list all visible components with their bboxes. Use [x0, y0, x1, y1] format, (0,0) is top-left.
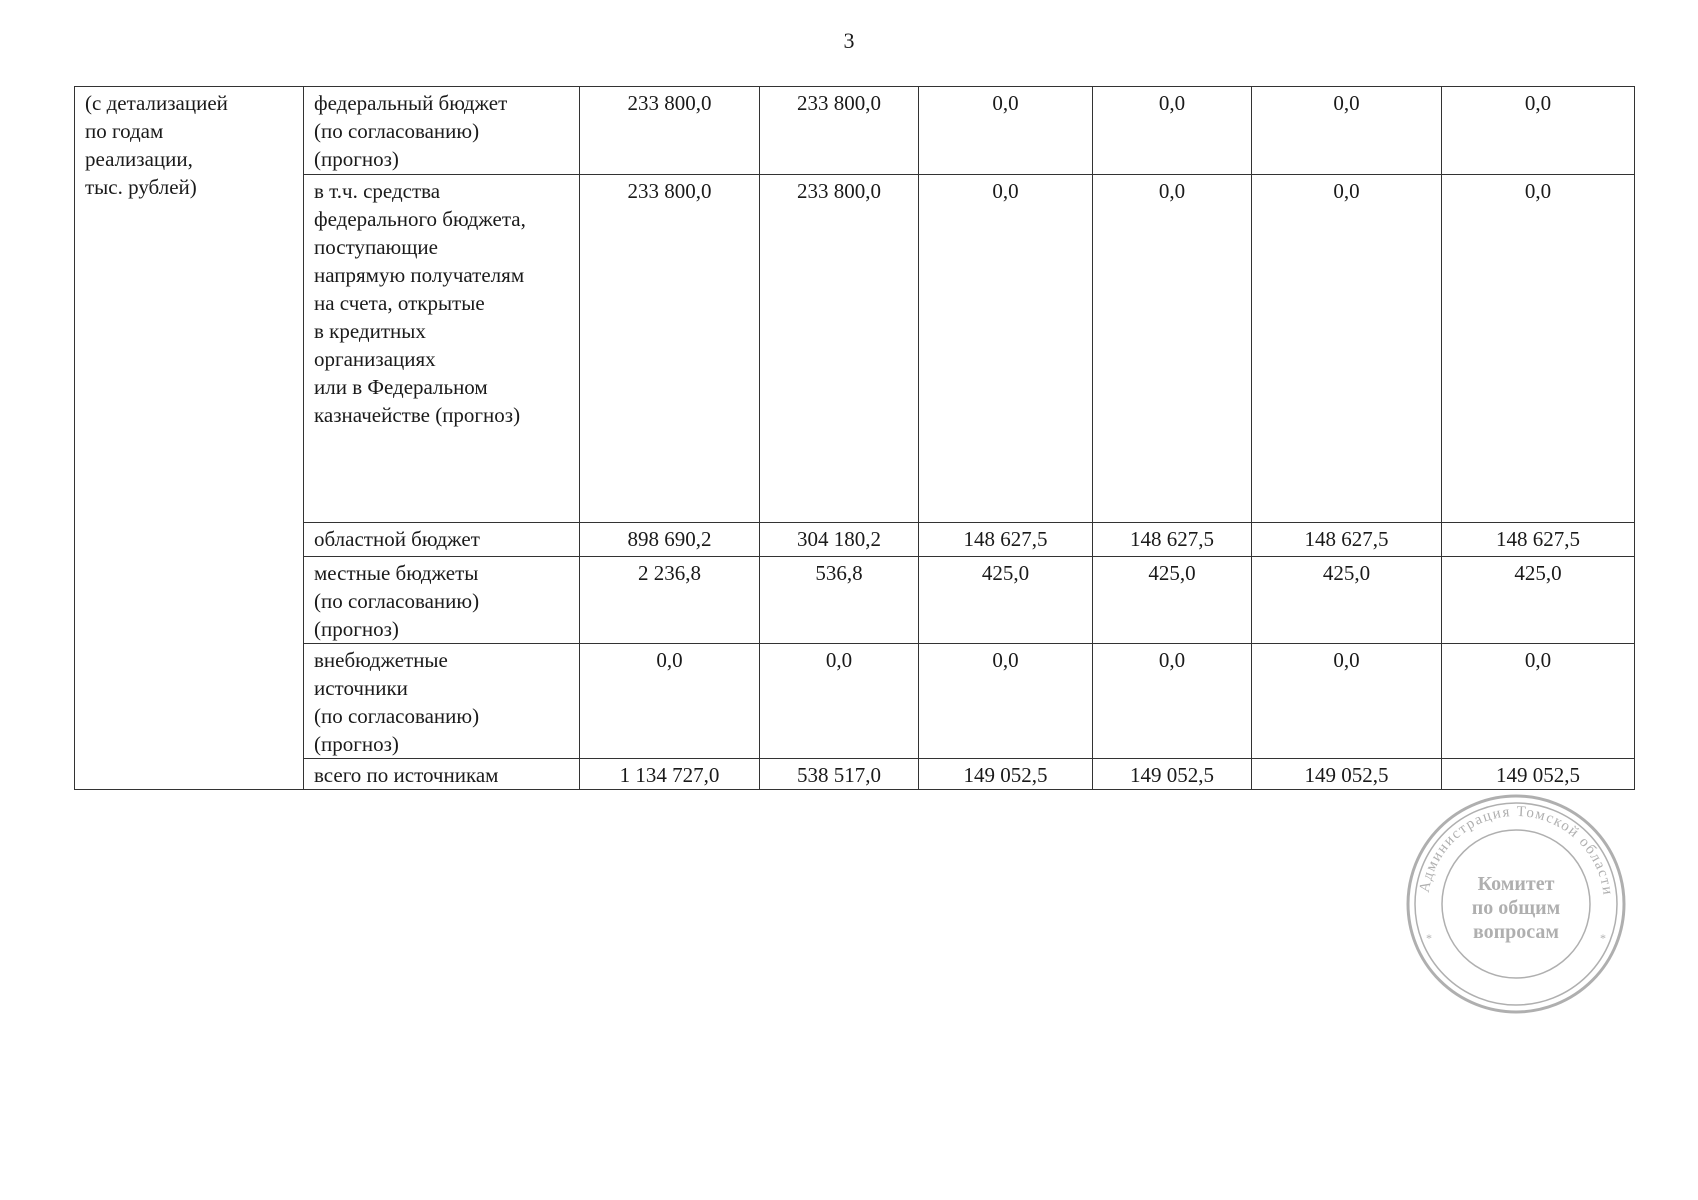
value-cell: 0,0 [919, 644, 1093, 759]
value-cell: 149 052,5 [1442, 759, 1635, 790]
stamp-center-line-1: Комитет [1477, 873, 1555, 895]
value-cell: 233 800,0 [760, 175, 919, 523]
stamp-star-right: * [1600, 931, 1606, 945]
value-cell: 149 052,5 [1252, 759, 1442, 790]
stamp-center-line-3: вопросам [1472, 921, 1560, 943]
row-label-regional: областной бюджет [304, 523, 580, 557]
row-label-federal: федеральный бюджет (по согласованию) (прогноз) [304, 87, 580, 175]
value-cell: 898 690,2 [580, 523, 760, 557]
value-cell: 425,0 [919, 557, 1093, 644]
value-cell: 233 800,0 [580, 175, 760, 523]
table-row [75, 759, 1635, 790]
official-stamp [1404, 792, 1628, 1016]
budget-table [74, 86, 1635, 790]
value-cell: 0,0 [1252, 175, 1442, 523]
row-label-federal-direct: в т.ч. средства федерального бюджета, поступающие напрямую получателям на счета, открытые в кредитных организациях или в Федеральном казначействе (прогноз) [304, 175, 580, 523]
value-cell: 0,0 [1252, 87, 1442, 175]
value-cell: 148 627,5 [919, 523, 1093, 557]
value-cell: 0,0 [580, 644, 760, 759]
value-cell: 0,0 [1252, 644, 1442, 759]
value-cell: 0,0 [1093, 644, 1252, 759]
value-cell: 148 627,5 [1442, 523, 1635, 557]
value-cell: 536,8 [760, 557, 919, 644]
stamp-ring-textpath: Администрация Томской области [1416, 803, 1616, 897]
value-cell: 2 236,8 [580, 557, 760, 644]
table-row [75, 644, 1635, 759]
table-row [75, 175, 1635, 523]
stamp-center-line-2: по общим [1471, 897, 1561, 919]
value-cell: 148 627,5 [1093, 523, 1252, 557]
table-row [75, 523, 1635, 557]
value-cell: 0,0 [1093, 175, 1252, 523]
value-cell: 304 180,2 [760, 523, 919, 557]
value-cell: 233 800,0 [580, 87, 760, 175]
row-label-extrabudgetary: внебюджетные источники (по согласованию) (прогноз) [304, 644, 580, 759]
value-cell: 0,0 [760, 644, 919, 759]
page-number: 3 [843, 28, 855, 53]
value-cell: 425,0 [1252, 557, 1442, 644]
value-cell: 538 517,0 [760, 759, 919, 790]
group-label-cell: (с детализацией по годам реализации, тыс. рублей) [75, 87, 304, 790]
value-cell: 0,0 [1093, 87, 1252, 175]
value-cell: 0,0 [919, 87, 1093, 175]
stamp-star-left: * [1426, 931, 1432, 945]
row-label-local: местные бюджеты (по согласованию) (прогноз) [304, 557, 580, 644]
table-row [75, 87, 1635, 175]
value-cell: 0,0 [1442, 87, 1635, 175]
value-cell: 0,0 [1442, 644, 1635, 759]
value-cell: 425,0 [1093, 557, 1252, 644]
value-cell: 0,0 [1442, 175, 1635, 523]
row-label-total: всего по источникам [304, 759, 580, 790]
table-row [75, 557, 1635, 644]
value-cell: 0,0 [919, 175, 1093, 523]
value-cell: 1 134 727,0 [580, 759, 760, 790]
value-cell: 149 052,5 [1093, 759, 1252, 790]
value-cell: 425,0 [1442, 557, 1635, 644]
value-cell: 148 627,5 [1252, 523, 1442, 557]
value-cell: 149 052,5 [919, 759, 1093, 790]
value-cell: 233 800,0 [760, 87, 919, 175]
